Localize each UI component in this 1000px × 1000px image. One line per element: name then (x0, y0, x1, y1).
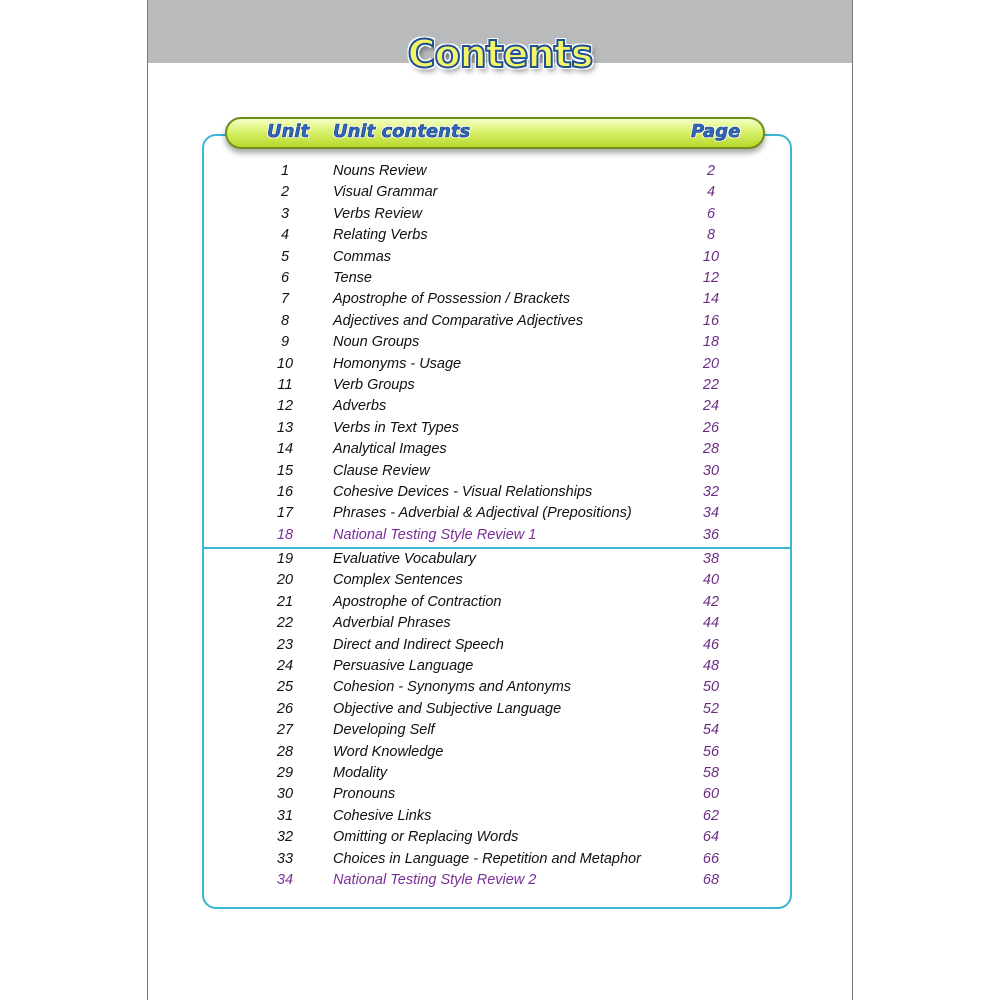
unit-number: 25 (276, 679, 294, 696)
page-number: 44 (702, 615, 720, 632)
contents-row (0, 786, 1000, 807)
unit-number: 8 (280, 312, 290, 329)
unit-number: 27 (276, 722, 294, 739)
unit-number: 11 (277, 377, 293, 393)
unit-title: Modality (333, 765, 387, 781)
unit-title: Adverbs (333, 398, 387, 415)
unit-number: 22 (276, 615, 294, 632)
unit-title: National Testing Style Review 2 (333, 872, 537, 888)
page-number: 58 (702, 765, 720, 781)
unit-title: Adverbial Phrases (333, 615, 451, 632)
contents-row (0, 808, 1000, 829)
page-number: 64 (702, 829, 720, 846)
contents-row (0, 637, 1000, 658)
unit-title: Word Knowledge (333, 743, 444, 760)
unit-number: 6 (280, 270, 290, 286)
unit-title: Homonyms - Usage (333, 355, 462, 372)
page-number: 50 (702, 679, 720, 696)
unit-title: National Testing Style Review 1 (333, 526, 537, 543)
unit-title: Choices in Language - Repetition and Metaphor (333, 850, 641, 867)
unit-number: 1 (280, 163, 290, 179)
unit-number: 18 (276, 526, 294, 543)
contents-row (0, 722, 1000, 743)
page-number: 66 (702, 850, 720, 867)
page-number: 52 (702, 700, 720, 717)
unit-title: Clause Review (333, 462, 430, 479)
contents-row (0, 572, 1000, 593)
page-column-header: Page (691, 121, 741, 142)
unit-number: 12 (276, 398, 294, 415)
unit-title: Persuasive Language (333, 658, 474, 674)
page-number: 6 (706, 205, 716, 222)
page-number: 60 (702, 786, 720, 803)
page-number: 28 (702, 441, 720, 458)
contents-header-bar (225, 117, 765, 149)
unit-title: Pronouns (333, 786, 396, 803)
contents-row (0, 701, 1000, 722)
page-number: 14 (702, 291, 720, 308)
unit-number: 2 (280, 184, 290, 201)
unit-title: Apostrophe of Contraction (333, 593, 502, 610)
unit-number: 29 (276, 765, 294, 781)
unit-number: 4 (280, 227, 290, 244)
unit-number: 16 (276, 484, 294, 500)
contents-row (0, 484, 1000, 505)
unit-column-header: Unit (267, 121, 310, 142)
unit-number: 15 (276, 462, 294, 479)
unit-number: 30 (276, 786, 294, 803)
contents-row (0, 615, 1000, 636)
contents-row (0, 377, 1000, 398)
unit-number: 17 (276, 505, 294, 522)
unit-title: Verb Groups (333, 377, 415, 393)
unit-title: Verbs Review (333, 205, 422, 222)
unit-number: 34 (276, 872, 294, 888)
page-number: 42 (702, 593, 720, 610)
contents-row (0, 206, 1000, 227)
unit-title: Visual Grammar (333, 184, 438, 201)
unit-number: 26 (276, 700, 294, 717)
page-title: Contents (407, 32, 593, 76)
unit-number: 19 (276, 551, 294, 567)
page-number: 2 (706, 163, 716, 179)
contents-row (0, 163, 1000, 184)
page-number: 20 (702, 355, 720, 372)
page-number: 4 (706, 184, 716, 201)
unit-title: Omitting or Replacing Words (333, 829, 519, 846)
contents-row (0, 291, 1000, 312)
contents-row (0, 658, 1000, 679)
contents-row (0, 463, 1000, 484)
contents-row (0, 313, 1000, 334)
page-number: 34 (702, 505, 720, 522)
unit-title: Verbs in Text Types (333, 419, 459, 436)
contents-row (0, 184, 1000, 205)
contents-row (0, 334, 1000, 355)
contents-row (0, 420, 1000, 441)
unit-title: Adjectives and Comparative Adjectives (333, 312, 584, 329)
contents-row (0, 270, 1000, 291)
unit-title: Apostrophe of Possession / Brackets (333, 291, 570, 308)
page-number: 8 (706, 227, 716, 244)
unit-number: 14 (276, 441, 294, 458)
unit-number: 5 (280, 248, 290, 265)
unit-number: 33 (276, 850, 294, 867)
unit-number: 32 (276, 829, 294, 846)
unit-title: Noun Groups (333, 334, 420, 351)
unit-number: 10 (276, 355, 294, 372)
contents-row (0, 356, 1000, 377)
contents-row (0, 505, 1000, 526)
title-area (148, 32, 852, 76)
unit-title: Cohesion - Synonyms and Antonyms (333, 679, 572, 696)
contents-row (0, 398, 1000, 419)
unit-number: 31 (276, 807, 294, 824)
page-number: 46 (702, 636, 720, 653)
page-number: 54 (702, 722, 720, 739)
page-number: 24 (702, 398, 720, 415)
page-number: 12 (702, 270, 720, 286)
page-number: 38 (702, 551, 720, 567)
page-number: 62 (702, 807, 720, 824)
unit-title: Commas (333, 248, 392, 265)
page-number: 48 (702, 658, 720, 674)
contents-row (0, 551, 1000, 572)
unit-number: 23 (276, 636, 294, 653)
page-number: 30 (702, 462, 720, 479)
page-number: 16 (702, 312, 720, 329)
contents-row (0, 829, 1000, 850)
contents-row (0, 441, 1000, 462)
unit-title: Phrases - Adverbial & Adjectival (Prepositions) (333, 505, 632, 522)
unit-title: Cohesive Links (333, 807, 432, 824)
unit-title: Complex Sentences (333, 572, 463, 589)
unit-number: 3 (280, 205, 290, 222)
unit-title: Nouns Review (333, 163, 427, 179)
page-number: 56 (702, 743, 720, 760)
page-number: 68 (702, 872, 720, 888)
unit-contents-column-header: Unit contents (333, 121, 471, 142)
contents-row (0, 227, 1000, 248)
unit-number: 7 (280, 291, 290, 308)
unit-number: 13 (276, 419, 294, 436)
review-row (0, 527, 1000, 548)
contents-row (0, 594, 1000, 615)
unit-title: Evaluative Vocabulary (333, 551, 476, 567)
contents-row (0, 249, 1000, 270)
unit-title: Relating Verbs (333, 227, 428, 244)
unit-number: 21 (276, 593, 294, 610)
unit-title: Tense (333, 270, 372, 286)
unit-number: 24 (276, 658, 294, 674)
unit-number: 9 (280, 334, 290, 351)
contents-row (0, 744, 1000, 765)
page-number: 18 (702, 334, 720, 351)
page-number: 10 (702, 248, 720, 265)
unit-title: Cohesive Devices - Visual Relationships (333, 484, 593, 500)
unit-number: 28 (276, 743, 294, 760)
page-number: 26 (702, 419, 720, 436)
unit-number: 20 (276, 572, 294, 589)
contents-row (0, 851, 1000, 872)
unit-title: Direct and Indirect Speech (333, 636, 504, 653)
unit-title: Developing Self (333, 722, 435, 739)
contents-row (0, 765, 1000, 786)
page-number: 22 (702, 377, 720, 393)
contents-row (0, 679, 1000, 700)
page-number: 36 (702, 526, 720, 543)
page-number: 40 (702, 572, 720, 589)
page-number: 32 (702, 484, 720, 500)
unit-title: Analytical Images (333, 441, 447, 458)
review-row (0, 872, 1000, 893)
unit-title: Objective and Subjective Language (333, 700, 562, 717)
